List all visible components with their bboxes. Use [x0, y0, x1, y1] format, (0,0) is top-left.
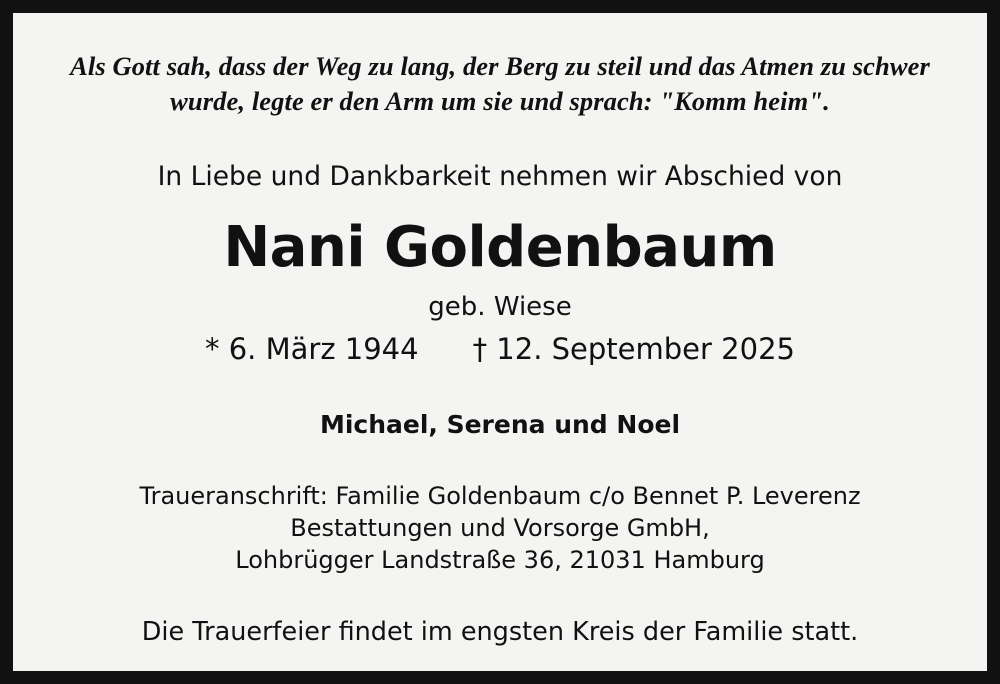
maiden-name: geb. Wiese: [428, 292, 572, 323]
funeral-notice: Die Trauerfeier findet im engsten Kreis der Familie statt.: [141, 616, 859, 647]
mourning-address: [139, 481, 860, 577]
address-line-3: Lohbrügger Landstraße 36, 21031 Hamburg: [235, 545, 765, 574]
address-line-2: Bestattungen und Vorsorge GmbH,: [290, 513, 710, 542]
farewell-intro: In Liebe und Dankbarkeit nehmen wir Abschied von: [157, 161, 843, 193]
memorial-quote: Als Gott sah, dass der Weg zu lang, der Berg zu steil und das Atmen zu schwer wurde, legte er den Arm um sie und sprach: "Komm heim".: [70, 51, 930, 117]
address-line-1: Traueranschrift: Familie Goldenbaum c/o Bennet P. Leverenz: [139, 482, 861, 511]
death-date: † 12. September 2025: [472, 332, 795, 367]
birth-date: * 6. März 1944: [205, 332, 419, 367]
deceased-name: Nani Goldenbaum: [223, 215, 777, 281]
obituary-inner-frame: [11, 11, 989, 673]
survivors-names: Michael, Serena und Noel: [319, 410, 681, 440]
life-dates: [205, 332, 795, 366]
